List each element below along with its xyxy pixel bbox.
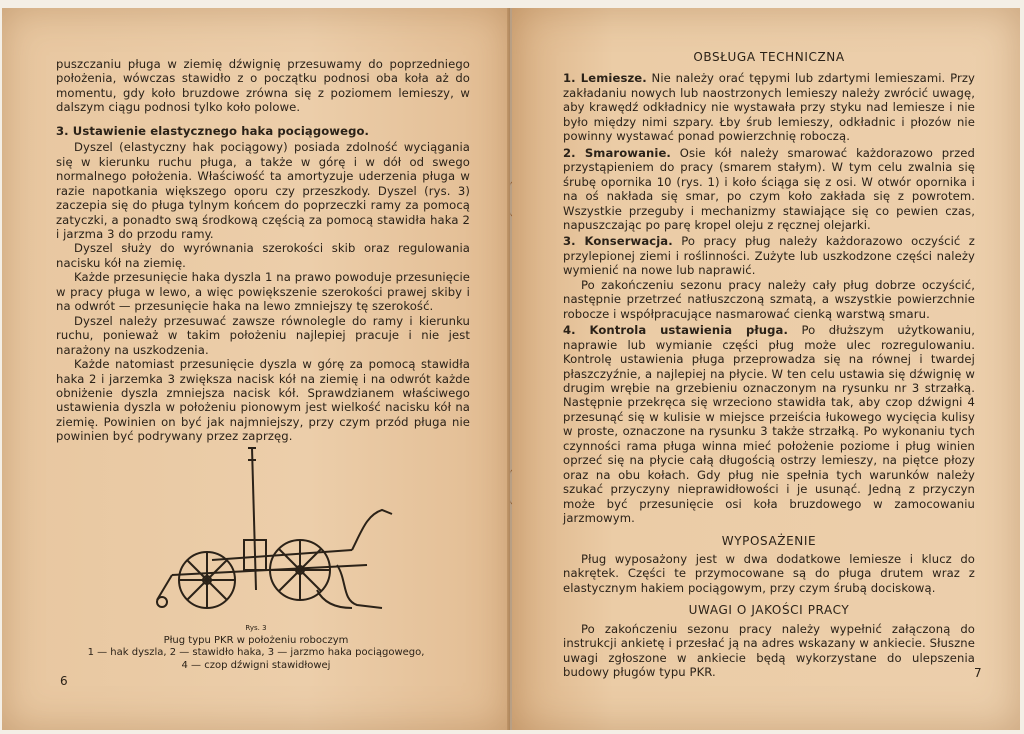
- paragraph: Po zakończeniu sezonu pracy należy cały pług dobrze oczyścić, następnie przetrzeć natłuszczoną szmatą, a wszystkie powierzchnie robocze i współpracujące nasmarować cienką warstwą smaru.: [563, 277, 975, 321]
- paragraph: 3. Konserwacja. Po pracy pług należy każdorazowo oczyścić z przylepionej ziemi i roślinności. Zużyte lub uszkodzone części należy wymienić na nowe lub naprawić.: [563, 234, 975, 278]
- paragraph: Każde przesunięcie haka dyszla 1 na prawo powoduje przesunięcie w pracy pługa w lewo, a więc powiększenie szerokości prawej skiby i na odwrót — przesunięcie haka na lewo zmniejszy tę szerokość.: [56, 270, 470, 314]
- left-page: [2, 8, 510, 730]
- section-heading: 3. Ustawienie elastycznego haka pociągowego.: [56, 123, 370, 138]
- figure-caption: [86, 622, 426, 672]
- paragraph: 1. Lemiesze. Nie należy orać tępymi lub zdartymi lemieszami. Przy zakładaniu nowych lub naostrzonych lemieszy należy zwrócić uwagę, aby krawędź odkładnicy nie wystawała przy styku nad lemiesze i nie było między nimi szpary. Łby śrub lemieszy, odkładnic i płozów nie powinny wystawać ponad powierzchnię roboczą.: [563, 71, 975, 144]
- caption-legend-1: 1 — hak dyszla, 2 — stawidło haka, 3 — jarzmo haka pociągowego,: [87, 647, 425, 658]
- plough-illustration: [152, 440, 402, 620]
- section-title: WYPOSAŻENIE: [721, 533, 817, 548]
- caption-title: Pług typu PKR w położeniu roboczym: [163, 634, 349, 646]
- figure-label: Rys. 3: [245, 624, 267, 632]
- paragraph: Dyszel należy przesuwać zawsze równolegle do ramy i kierunku ruchu, ponieważ w takim położeniu najlepiej pracuje i nie jest narażony na uszkodzenia.: [56, 313, 470, 357]
- paragraph: puszczaniu pługa w ziemię dźwignię przesuwamy do poprzedniego położenia, wówczas stawidło z o początku podnosi oba koła aż do momentu, gdy koło bruzdowe zrówna się z poziomem lemieszy, w dalszym ciągu podnosi tylko koło polowe.: [56, 57, 470, 115]
- page-number: 6: [60, 674, 68, 688]
- section-title: OBSŁUGA TECHNICZNA: [693, 50, 845, 64]
- paragraph: 2. Smarowanie. Osie kół należy smarować każdorazowo przed przystąpieniem do pracy (smarem stałym). W tym celu zwalnia się śrubę opornika 10 (rys. 1) i koło ściąga się z osi. W otwór opornika i na oś nakłada się smar, po czym koło zakłada się z powrotem. Wszystkie przeguby i mechanizmy stawiające się co pewien czas, napuszczając po parę kropel oleju z ręcznej olejarki.: [563, 145, 976, 232]
- section-title: UWAGI O JAKOŚCI PRACY: [688, 603, 850, 618]
- paragraph: Dyszel (elastyczny hak pociągowy) posiada zdolność wyciągania się w kierunku ruchu pługa, a także w górę i w dół od swego normalnego położenia. Właściwość ta amortyzuje uderzenia pługa w razie napotkania większego oporu czy przeszkody. Dyszel (rys. 3) zaczepia się do pługa tylnym końcem do poprzeczki ramy za pomocą zatyczki, a ponadto swą środkową częścią za pomocą stawidła haka 2 i jarzma 3 do przodu ramy.: [56, 140, 470, 241]
- paragraph: Po zakończeniu sezonu pracy należy wypełnić załączoną do instrukcji ankietę i przesłać ją na adres wskazany w ankiecie. Słuszne uwagi zgłoszone w ankiecie będą wykorzystane do ulepszenia budowy pługów typu PKR.: [563, 621, 975, 680]
- paragraph: 4. Kontrola ustawienia pługa. Po dłuższym użytkowaniu, naprawie lub wymianie części pług może ulec rozregulowaniu. Kontrolę ustawienia pługa przeprowadza się na równej i twardej płaszczyźnie, a najlepiej na płycie. W ten celu ustawia się dźwignię w drugim wrębie na grzebieniu oznaczonym na rysunku nr 3 strzałką. Następnie przekręca się wrzeciono stawidła tak, aby czop dźwigni 4 przesunąć się w kulisie w miejsce przeiścia łukowego wycięcia kulisy w proste, oznaczone na rysunku 3 także strzałką. Po wykonaniu tych czynności rama pługa winna mieć położenie poziome i pług winien oprzeć się na płycie całą długością ostrzy lemieszy, na piętce płozy oraz na obu kołach. Gdy pług nie spełnia tych warunków należy szukać przyczyny nieprawidłowości i je usunąć. Jedną z przyczyn może być przesunięcie osi koła bruzdowego w zamocowaniu jarzmowym.: [563, 323, 975, 526]
- right-page-text: [563, 50, 975, 680]
- page-number: 7: [974, 666, 982, 680]
- left-page-text: [56, 57, 470, 444]
- caption-legend-2: 4 — czop dźwigni stawidłowej: [181, 659, 331, 671]
- paragraph: Każde natomiast przesunięcie dyszla w górę za pomocą stawidła haka 2 i jarzemka 3 zwiększa nacisk kół na ziemię i na odwrót każde obniżenie dyszla zmniejsza nacisk kół. Sprawdzianem właściwego ustawienia dyszla w położeniu pionowym jest wielkość nacisku kół na ziemię. Powinien on być jak najmniejszy, przy czym przód pługa nie powinien być podrywany przez zaprzęg.: [56, 357, 470, 444]
- paragraph: Dyszel służy do wyrównania szerokości skib oraz regulowania nacisku kół na ziemię.: [56, 241, 470, 270]
- paragraph: Pług wyposażony jest w dwa dodatkowe lemiesze i klucz do nakrętek. Części te przymocowane są do pługa drutem wraz z elastycznym hakiem pociągowym, przy czym śrubą dociskową.: [563, 551, 975, 595]
- right-page: [512, 8, 1020, 730]
